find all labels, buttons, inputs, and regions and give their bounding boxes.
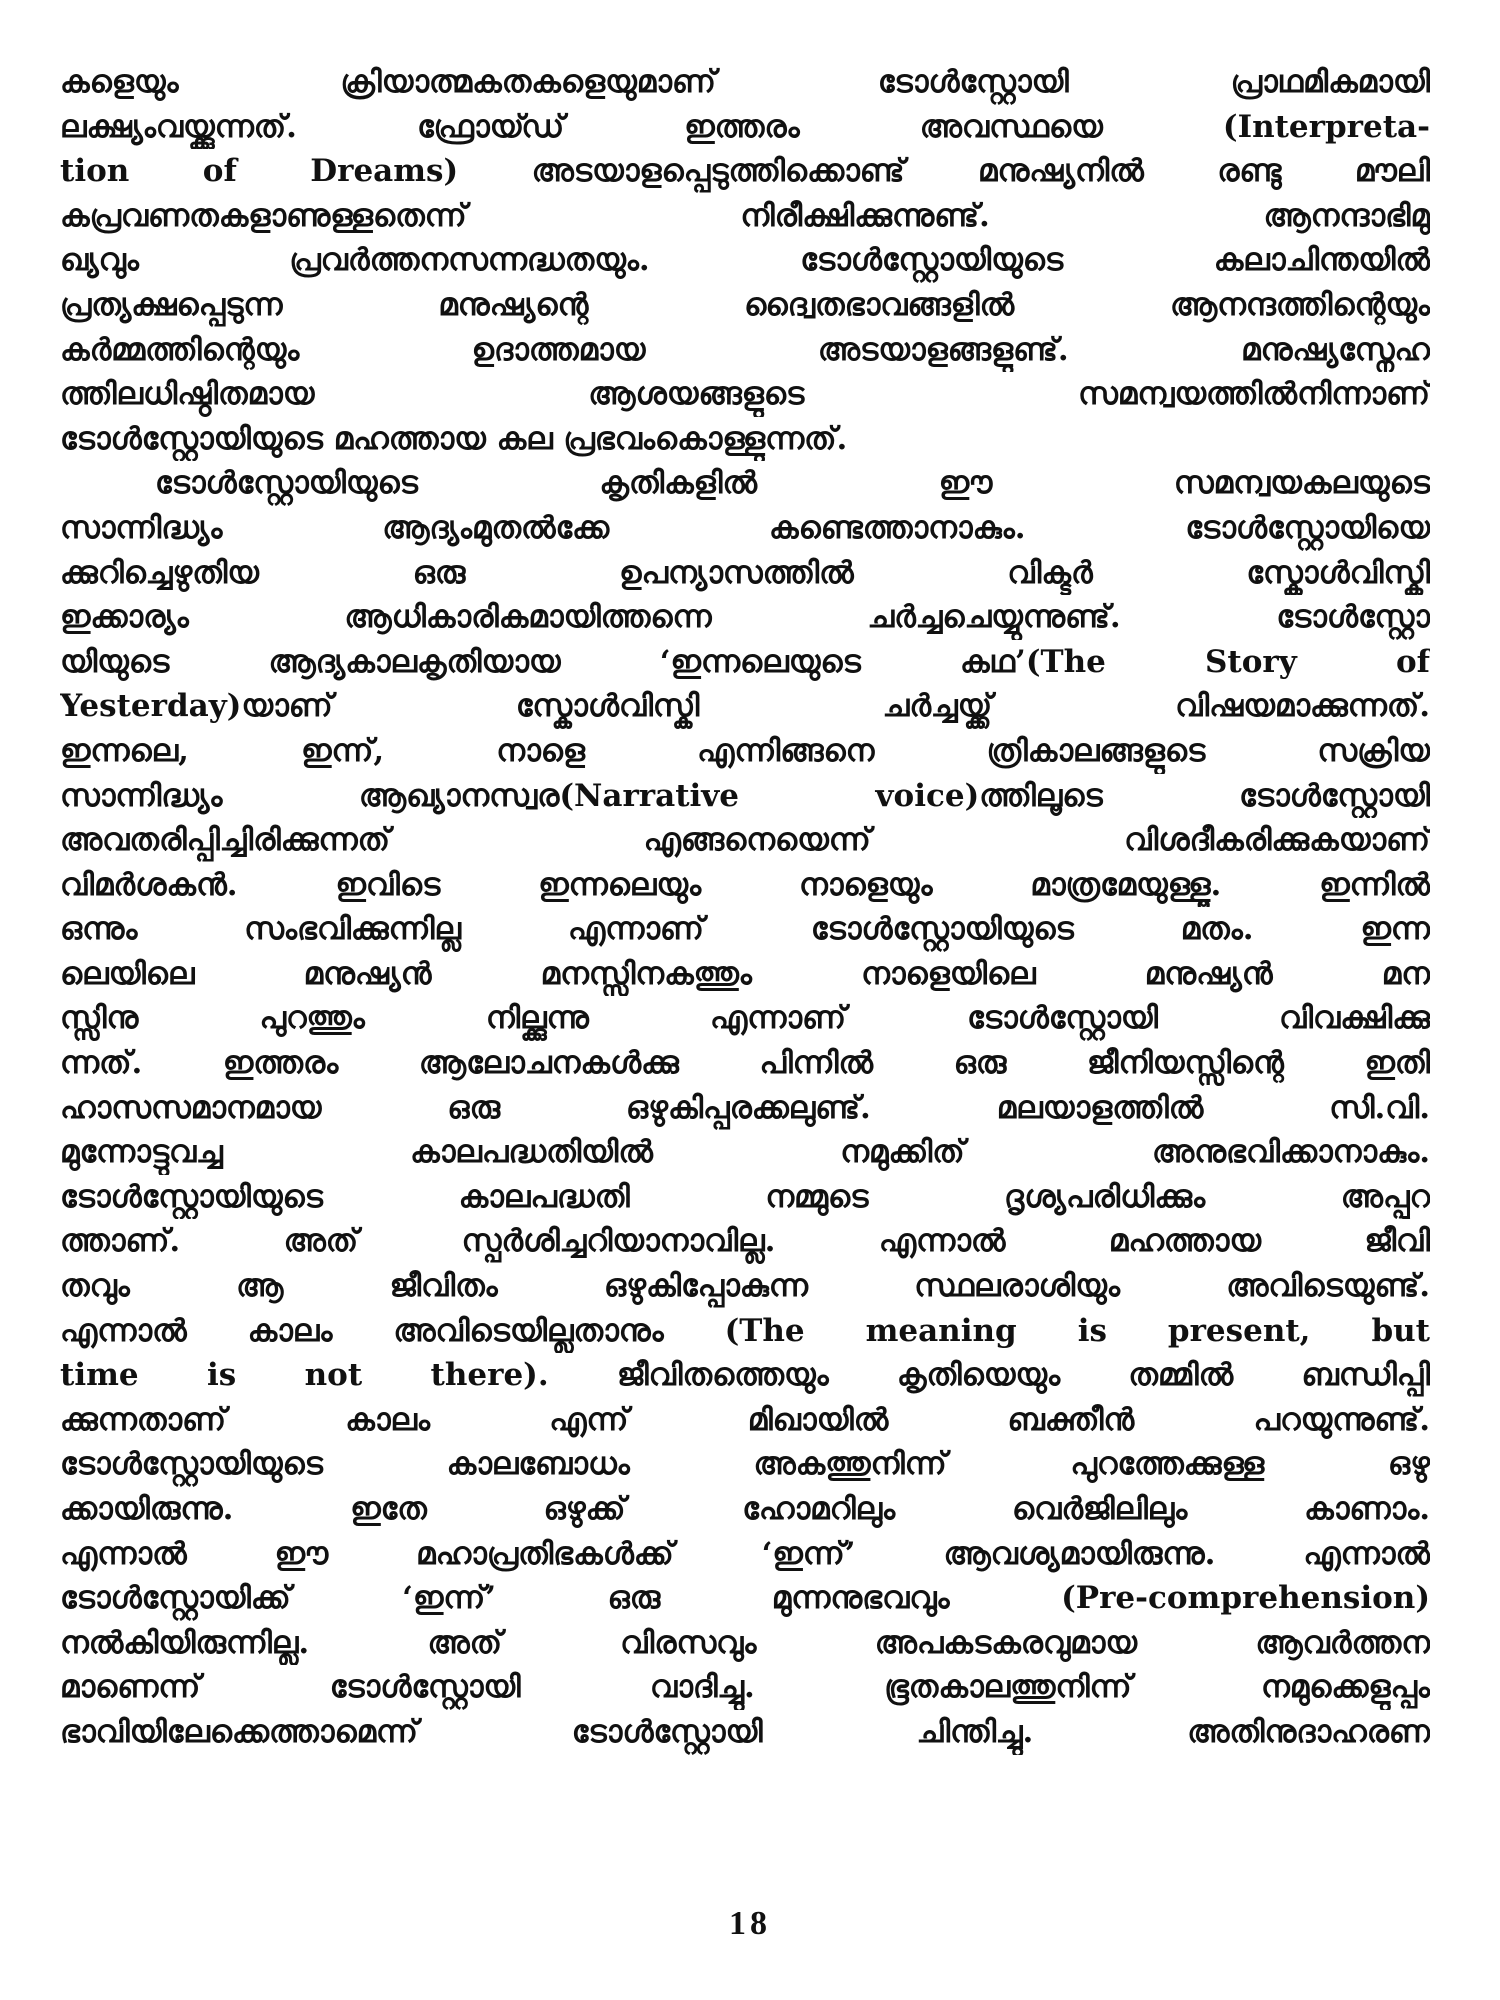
text-line: പ്രത്യക്ഷപ്പെടുന്ന മനുഷ്യന്റെ ദ്വൈതഭാവങ്ങളിൽ ആനന്ദത്തിന്റെയും xyxy=(60,286,1430,323)
text-line: ടോൾസ്റ്റോയിക്ക് ‘ഇന്ന്’ ഒരു മുന്നനുഭവവും (Pre-comprehension) xyxy=(60,1580,1430,1617)
paragraph-1 xyxy=(60,60,1430,461)
text-line: ഒന്നും സംഭവിക്കുന്നില്ല എന്നാണ് ടോൾസ്റ്റോയിയുടെ മതം. ഇന്ന xyxy=(60,911,1430,948)
text-line: Yesterday)യാണ് സ്കോൾവിസ്കി ചർച്ചയ്ക്ക് വിഷയമാക്കുന്നത്. xyxy=(60,688,1430,725)
text-line: യിയുടെ ആദ്യകാലകൃതിയായ ‘ഇന്നലെയുടെ കഥ’(The Story of xyxy=(60,643,1430,680)
text-line: എന്നാൽ കാലം അവിടെയില്ലതാനും (The meaning is present, but xyxy=(60,1312,1430,1349)
text-line: ക്കായിരുന്നു. ഇതേ ഒഴുക്ക് ഹോമറിലും വെർജിലിലും കാണാം. xyxy=(60,1491,1430,1527)
text-line: മുന്നോട്ടുവച്ച കാലപദ്ധതിയിൽ നമുക്കിത് അനുഭവിക്കാനാകും. xyxy=(60,1134,1430,1171)
text-line: തവും ആ ജീവിതം ഒഴുകിപ്പോകുന്ന സ്ഥലരാശിയും അവിടെയുണ്ട്. xyxy=(60,1268,1430,1305)
text-line: ഇന്നലെ, ഇന്ന്, നാളെ എന്നിങ്ങനെ ത്രികാലങ്ങളുടെ സക്രിയ xyxy=(60,732,1430,769)
text-line: ഹാസസമാനമായ ഒരു ഒഴുകിപ്പരക്കലുണ്ട്. മലയാളത്തിൽ സി.വി. xyxy=(60,1089,1430,1126)
text-line: കളെയും ക്രിയാത്മകതകളെയുമാണ് ടോൾസ്റ്റോയി പ്രാഥമികമായി xyxy=(60,64,1430,100)
text-line: time is not there). ജീവിതത്തെയും കൃതിയെയും തമ്മിൽ ബന്ധിപ്പി xyxy=(60,1357,1430,1394)
text-line: സ്സിനു പുറത്തും നില്ക്കുന്നു എന്നാണ് ടോൾസ്റ്റോയി വിവക്ഷിക്കു xyxy=(60,1000,1430,1037)
text-line: ലെയിലെ മനുഷ്യൻ മനസ്സിനകത്തും നാളെയിലെ മനുഷ്യൻ മന xyxy=(60,955,1430,992)
text-line: സാന്നിദ്ധ്യം ആഖ്യാനസ്വര(Narrative voice)ത്തിലൂടെ ടോൾസ്റ്റോയി xyxy=(60,777,1430,814)
text-line: എന്നാൽ ഈ മഹാപ്രതിഭകൾക്ക് ‘ഇന്ന്’ ആവശ്യമായിരുന്നു. എന്നാൽ xyxy=(60,1535,1430,1572)
text-line: tion of Dreams) അടയാളപ്പെടുത്തിക്കൊണ്ട് മനുഷ്യനിൽ രണ്ടു മൗലി xyxy=(60,153,1430,190)
text-line: ക്കുറിച്ചെഴുതിയ ഒരു ഉപന്യാസത്തിൽ വിക്ടർ സ്കോൾവിസ്കി xyxy=(60,554,1430,591)
text-line: ടോൾസ്റ്റോയിയുടെ മഹത്തായ കല പ്രഭവംകൊള്ളുന്നത്. xyxy=(60,420,848,457)
text-line: സാന്നിദ്ധ്യം ആദ്യംമുതൽക്കേ കണ്ടെത്താനാകും. ടോൾസ്റ്റോയിയെ xyxy=(60,509,1430,546)
text-line: ഭാവിയിലേക്കെത്താമെന്ന് ടോൾസ്റ്റോയി ചിന്തിച്ചു. അതിനുദാഹരണ xyxy=(60,1713,1430,1750)
text-line: ടോൾസ്റ്റോയിയുടെ കാലബോധം അകത്തുനിന്ന് പുറത്തേക്കുള്ള ഒഴു xyxy=(60,1446,1430,1483)
text-line: മാണെന്ന് ടോൾസ്റ്റോയി വാദിച്ചു. ഭൂതകാലത്തുനിന്ന് നമുക്കെളുപ്പം xyxy=(60,1669,1430,1706)
text-line: ന്നത്. ഇത്തരം ആലോചനകൾക്കു പിന്നിൽ ഒരു ജീനിയസ്സിന്റെ ഇതി xyxy=(60,1045,1430,1082)
text-line: ത്തിലധിഷ്ഠിതമായ ആശയങ്ങളുടെ സമന്വയത്തിൽനിന്നാണ് xyxy=(60,376,1430,413)
text-line: ത്താണ്. അത് സ്പർശിച്ചറിയാനാവില്ല. എന്നാൽ മഹത്തായ ജീവി xyxy=(60,1223,1430,1260)
text-line: നൽകിയിരുന്നില്ല. അത് വിരസവും അപകടകരവുമായ ആവർത്തന xyxy=(60,1624,1430,1661)
paragraph-2 xyxy=(60,461,1430,1754)
text-line: അവതരിപ്പിച്ചിരിക്കുന്നത് എങ്ങനെയെന്ന് വിശദീകരിക്കുകയാണ് xyxy=(60,822,1430,859)
text-line: ടോൾസ്റ്റോയിയുടെ കാലപദ്ധതി നമ്മുടെ ദൃശ്യപരിധിക്കും അപ്പുറ xyxy=(60,1178,1430,1215)
page-number: 18 xyxy=(729,1905,771,1942)
text-line: വിമർശകൻ. ഇവിടെ ഇന്നലെയും നാളെയും മാത്രമേയുള്ളൂ. ഇന്നിൽ xyxy=(60,866,1430,903)
text-line: ക്കുന്നതാണ് കാലം എന്ന് മിഖായിൽ ബക്തീൻ പറയുന്നുണ്ട്. xyxy=(60,1401,1430,1438)
text-line: കപ്രവണതകളാണുള്ളതെന്ന് നിരീക്ഷിക്കുന്നുണ്ട്. ആനന്ദാഭിമു xyxy=(60,197,1430,234)
text-line: ലക്ഷ്യംവയ്ക്കുന്നത്. ഫ്രോയ്ഡ് ഇത്തരം അവസ്ഥയെ (Interpreta- xyxy=(60,108,1430,145)
text-line: ടോൾസ്റ്റോയിയുടെ കൃതികളിൽ ഈ സമന്വയകലയുടെ xyxy=(155,465,1430,502)
text-line: ഇക്കാര്യം ആധികാരികമായിത്തന്നെ ചർച്ചചെയ്യുന്നുണ്ട്. ടോൾസ്റ്റോ xyxy=(60,599,1430,636)
text-line: ഖ്യവും പ്രവർത്തനസന്നദ്ധതയും. ടോൾസ്റ്റോയിയുടെ കലാചിന്തയിൽ xyxy=(60,242,1430,279)
body-text xyxy=(60,60,1430,1755)
text-line: കർമ്മത്തിന്റെയും ഉദാത്തമായ അടയാളങ്ങളുണ്ട്. മനുഷ്യസ്നേഹ xyxy=(60,331,1430,368)
